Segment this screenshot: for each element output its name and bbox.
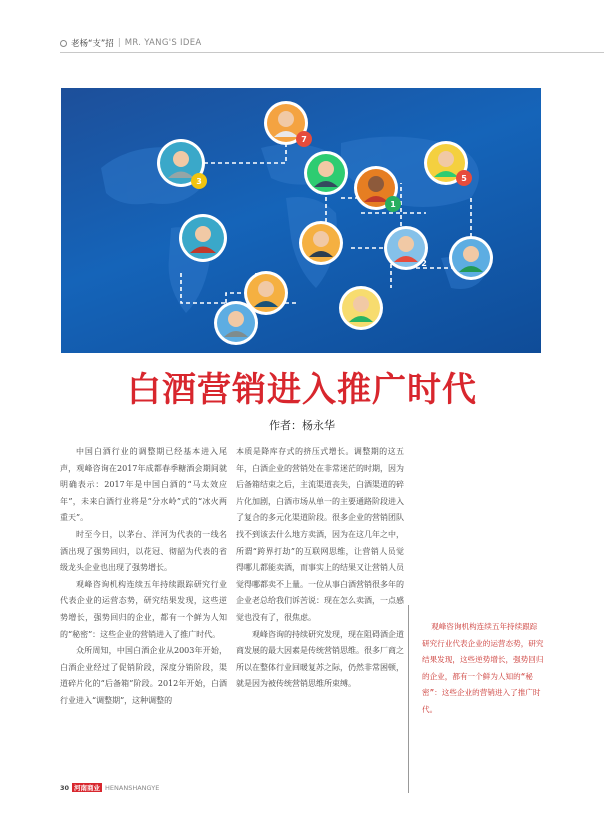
hero-network-illustration bbox=[61, 88, 541, 353]
paragraph: 观峰咨询的持续研究发现，现在阻碍酒企道商发展的最大因素是传统营销思维。很多厂商之所以在整体行业回暖复苏之际，仍然非常困顿，就是因为被传统营销思维所束缚。 bbox=[236, 629, 404, 689]
pull-quote-rule bbox=[408, 605, 409, 793]
body-column-left bbox=[60, 444, 227, 710]
column-name: 老杨“支”招 bbox=[71, 39, 114, 49]
network-graphic bbox=[61, 88, 541, 353]
article-author: 作者：杨永华 bbox=[269, 419, 335, 432]
page-number: 30 bbox=[60, 783, 70, 792]
avatar-node bbox=[304, 151, 348, 195]
avatar-node bbox=[214, 301, 258, 345]
avatar-node bbox=[339, 286, 383, 330]
paragraph: 众所周知，中国白酒企业从2003年开始，白酒企业经过了促销阶段，深度分销阶段，渠道碎片化的“后备箱”阶段。2012年开始，白酒行业进入“调整期”，这种调整的 bbox=[60, 646, 227, 705]
paragraph: 中国白酒行业的调整期已经基本进入尾声，观峰咨询在2017年成都春季糖酒会期间就明确表示：2017年是中国白酒的“马太效应年”，未来白酒行业将是“分水岭”式的“冰火两重天”。 bbox=[60, 447, 227, 523]
avatar-node bbox=[179, 214, 227, 262]
pull-quote bbox=[408, 605, 544, 793]
bullet-circle-icon bbox=[60, 40, 67, 47]
running-header bbox=[60, 36, 604, 50]
paragraph: 时至今日，以茅台、洋河为代表的一线名酒出现了强势回归，以花冠、彻韶为代表的省级龙头企业也出现了强势增长。 bbox=[60, 529, 227, 573]
badge-number: 1 bbox=[390, 200, 396, 209]
magazine-brand-english: HENANSHANGYE bbox=[105, 783, 160, 792]
header-separator: | bbox=[117, 38, 121, 48]
magazine-brand: 河南商业 bbox=[74, 784, 101, 792]
header-rule bbox=[60, 52, 604, 53]
avatar-node bbox=[449, 236, 493, 280]
badge-number: 2 bbox=[421, 259, 427, 268]
paragraph: 观峰咨询机构连续五年持续跟踪研究行业代表企业的运营态势，研究结果发现，这些逆势增长，强势回归的企业，都有一个鲜为人知的“秘密”：这些企业的营销进入了推广时代。 bbox=[60, 579, 227, 639]
avatar-node bbox=[299, 221, 343, 265]
page-footer bbox=[60, 783, 159, 792]
column-name-english: MR. YANG'S IDEA bbox=[124, 38, 202, 48]
avatar-nodes bbox=[157, 101, 493, 345]
body-column-middle bbox=[236, 444, 404, 693]
badge-number: 7 bbox=[301, 135, 307, 144]
pull-quote-text: 观峰咨询机构连续五年持续跟踪研究行业代表企业的运营态势，研究结果发现，这些逆势增长，强势回归的企业，都有一个鲜为人知的“秘密”：这些企业的营销进入了推广时代。 bbox=[422, 622, 544, 714]
badge-number: 5 bbox=[461, 174, 467, 183]
paragraph: 本质是降库存式的挤压式增长。调整期的这五年，白酒企业的营销处在非常迷茫的时期，因为后备箱结束之后，主流渠道丧失，白酒渠道的碎片化加剧，白酒市场从单一的主要通路阶段进入了复合的多元化渠道阶段。很多企业的营销团队找不到该去什么地方卖酒，因为在这几年之中，所谓“跨界打劫”的互联网思维，让营销人员觉得哪儿都能卖酒，而事实上的结果又让营销人员觉得哪都卖不上量。一位从事白酒营销很多年的企业老总给我们诉苦说：现在怎么卖酒，一点感觉也没有了，很焦虑。 bbox=[236, 447, 404, 622]
badge-number: 3 bbox=[196, 177, 202, 186]
article-title: 白酒营销进入推广时代 bbox=[127, 370, 477, 410]
